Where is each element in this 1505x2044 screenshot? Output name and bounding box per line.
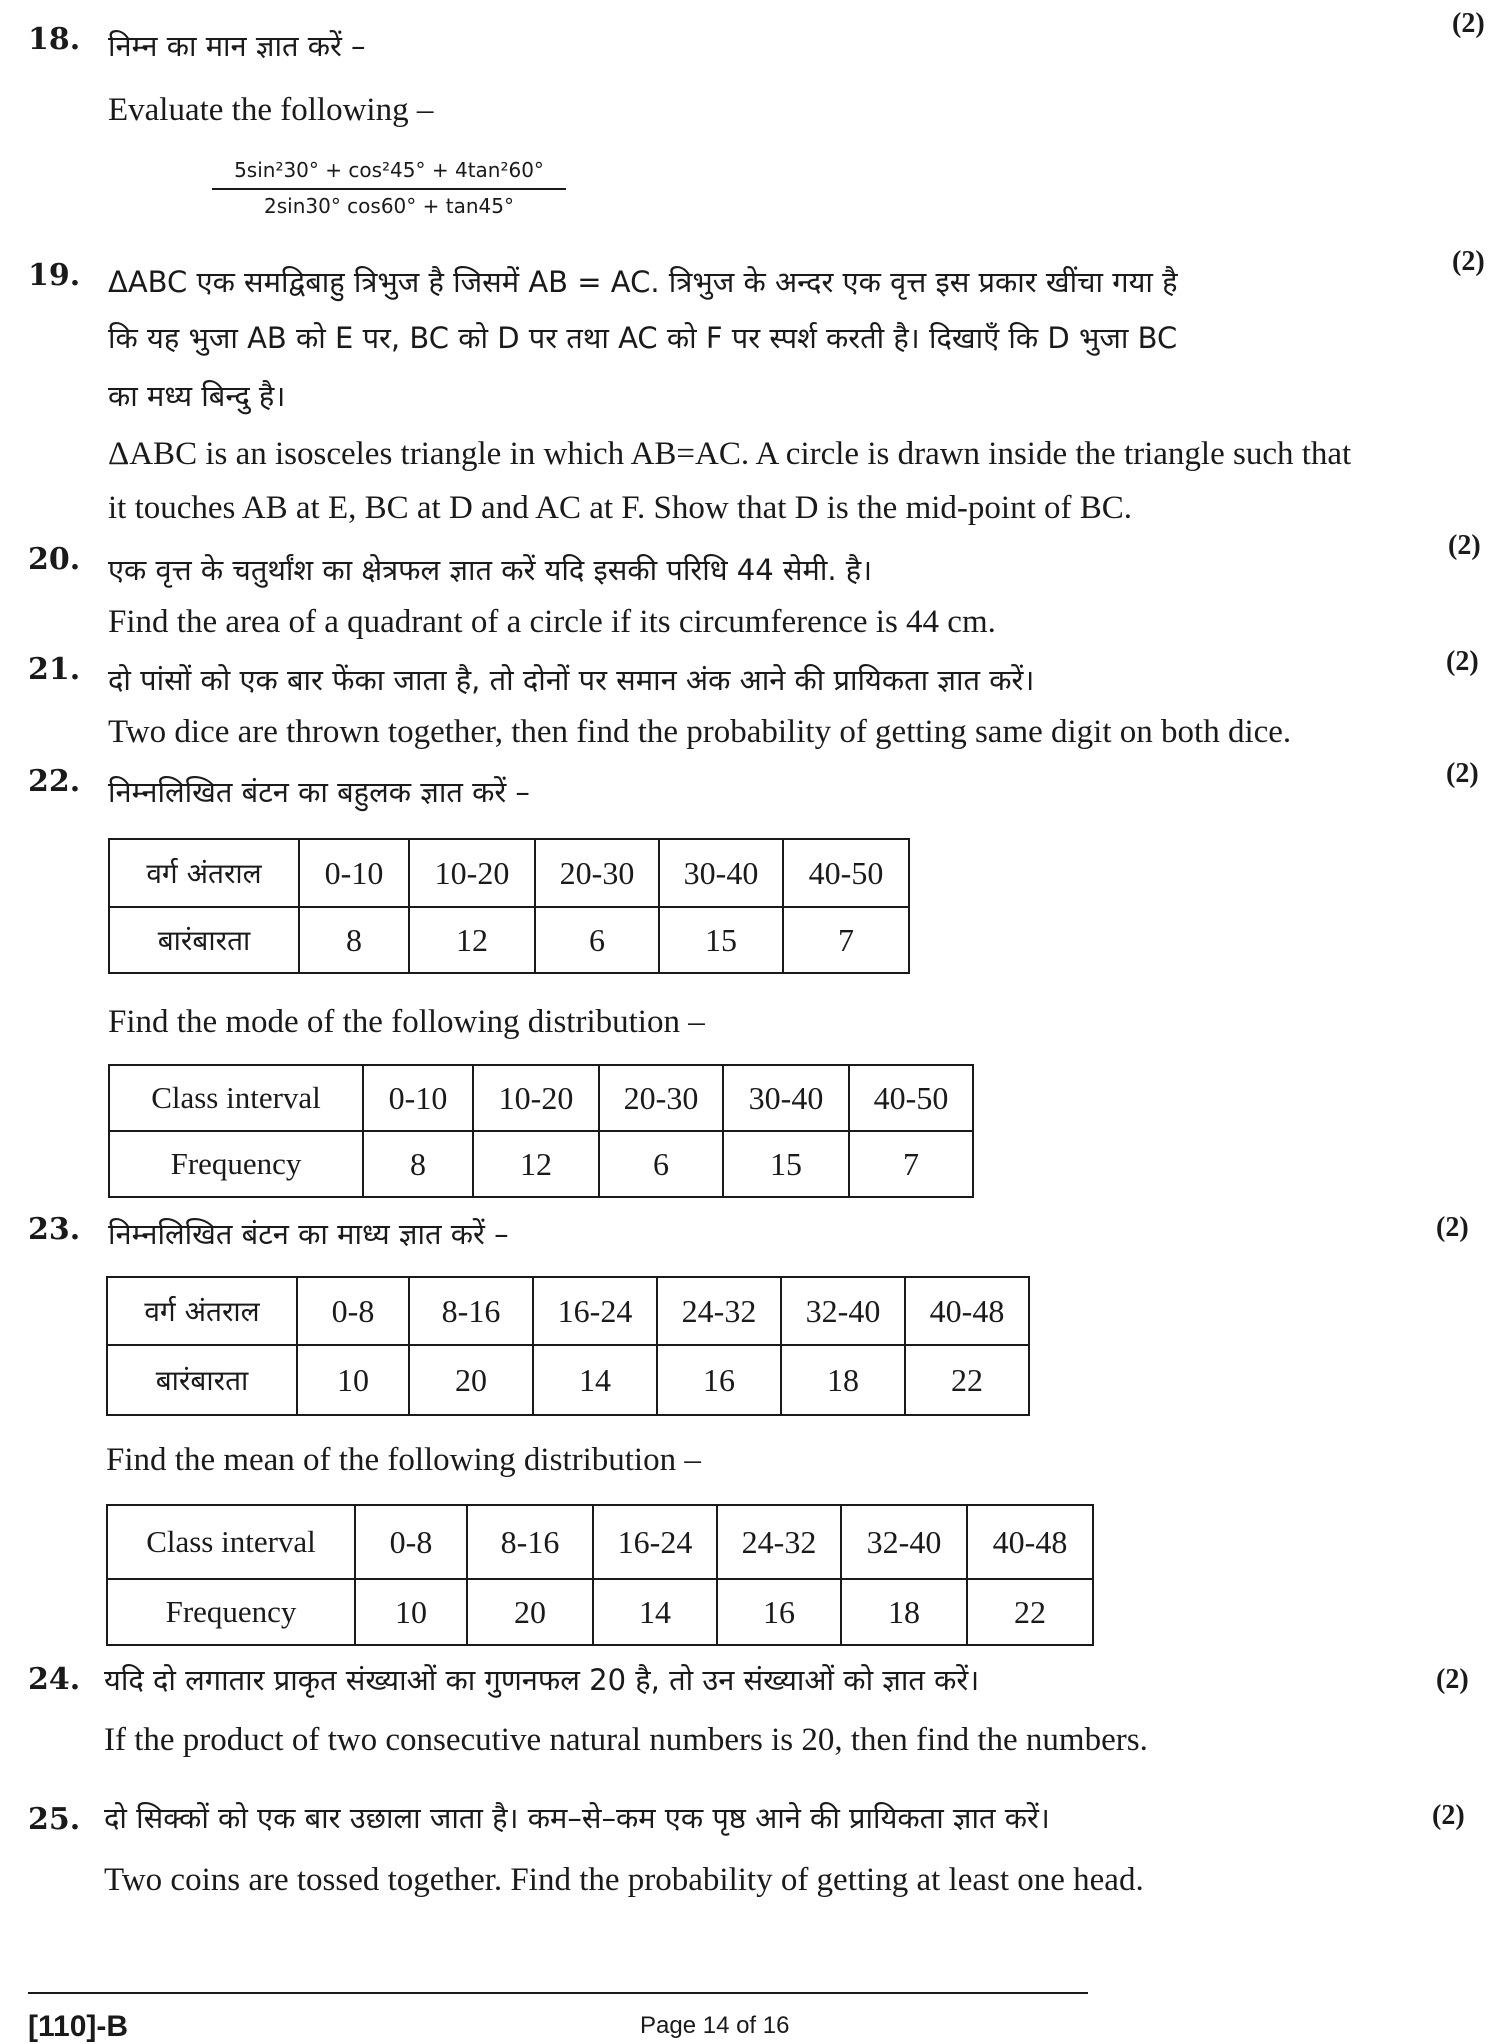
question-number: 24. <box>28 1662 81 1697</box>
table-cell: 6 <box>535 907 659 973</box>
table-row <box>109 907 909 973</box>
table-cell: 12 <box>473 1131 599 1197</box>
table-row-label: बारंबारता <box>107 1345 297 1415</box>
fraction-denominator: 2sin30° cos60° + tan45° <box>264 194 514 218</box>
table-cell: 15 <box>723 1131 849 1197</box>
table-row <box>107 1277 1029 1345</box>
question-text-hindi: यदि दो लगातार प्राकृत संख्याओं का गुणनफल 20 है, तो उन संख्याओं को ज्ञात करें। <box>104 1663 980 1697</box>
question-number: 25. <box>28 1802 81 1837</box>
question-number: 23. <box>28 1212 81 1247</box>
table-cell: 22 <box>905 1345 1029 1415</box>
marks-label: (2) <box>1432 1800 1465 1831</box>
table-row-label: वर्ग अंतराल <box>107 1277 297 1345</box>
page-number: Page 14 of 16 <box>640 2012 790 2039</box>
question-text-english: Evaluate the following – <box>108 92 434 128</box>
distribution-table-english <box>106 1504 1094 1646</box>
distribution-table-english <box>108 1064 974 1198</box>
question-text-english: Two dice are thrown together, then find the probability of getting same digit on both dice. <box>108 714 1292 750</box>
question-number: 20. <box>28 542 81 577</box>
paper-code: [110]-B <box>28 2010 129 2043</box>
question-number: 19. <box>28 258 81 293</box>
table-cell: 40-48 <box>967 1505 1093 1579</box>
question-number: 22. <box>28 764 81 799</box>
table-row-label: Frequency <box>107 1579 355 1645</box>
table-cell: 20 <box>409 1345 533 1415</box>
table-cell: 16-24 <box>593 1505 717 1579</box>
table-cell: 20-30 <box>535 839 659 907</box>
question-text-hindi-line-1: ΔABC एक समद्विबाहु त्रिभुज है जिसमें AB = AC. त्रिभुज के अन्दर एक वृत्त इस प्रकार खींचा गया है <box>108 265 1178 299</box>
table-cell: 0-10 <box>299 839 409 907</box>
table-row-label: बारंबारता <box>109 907 299 973</box>
table-cell: 7 <box>849 1131 973 1197</box>
table-row <box>109 1065 973 1131</box>
question-text-hindi-line-2: कि यह भुजा AB को E पर, BC को D पर तथा AC को F पर स्पर्श करती है। दिखाएँ कि D भुजा BC <box>108 321 1178 355</box>
table-cell: 30-40 <box>723 1065 849 1131</box>
table-cell: 8-16 <box>467 1505 593 1579</box>
table-cell: 24-32 <box>657 1277 781 1345</box>
table-cell: 18 <box>841 1579 967 1645</box>
table-cell: 16 <box>717 1579 841 1645</box>
table-row <box>109 1131 973 1197</box>
table-row <box>107 1505 1093 1579</box>
question-text-english: Find the mode of the following distribution – <box>108 1004 705 1040</box>
table-row-label: वर्ग अंतराल <box>109 839 299 907</box>
question-text-english: Find the mean of the following distribution – <box>106 1442 701 1478</box>
table-cell: 30-40 <box>659 839 783 907</box>
question-text-english-line-1: ΔABC is an isosceles triangle in which AB=AC. A circle is drawn inside the triangle such that <box>108 436 1352 472</box>
question-text-hindi: निम्न का मान ज्ञात करें – <box>108 29 366 63</box>
question-text-hindi: दो पांसों को एक बार फेंका जाता है, तो दोनों पर समान अंक आने की प्रायिकता ज्ञात करें। <box>108 663 1035 697</box>
marks-label: (2) <box>1452 8 1485 39</box>
question-text-hindi: निम्नलिखित बंटन का बहुलक ज्ञात करें – <box>108 775 530 809</box>
table-cell: 8 <box>299 907 409 973</box>
marks-label: (2) <box>1446 758 1479 789</box>
question-text-hindi-line-3: का मध्य बिन्दु है। <box>108 379 286 413</box>
question-text-hindi: एक वृत्त के चतुर्थांश का क्षेत्रफल ज्ञात करें यदि इसकी परिधि 44 सेमी. है। <box>108 553 873 587</box>
table-cell: 32-40 <box>841 1505 967 1579</box>
question-text-english: Find the area of a quadrant of a circle if its circumference is 44 cm. <box>108 604 996 640</box>
table-cell: 8 <box>363 1131 473 1197</box>
table-cell: 0-10 <box>363 1065 473 1131</box>
question-text-english-line-2: it touches AB at E, BC at D and AC at F. Show that D is the mid-point of BC. <box>108 490 1132 526</box>
table-row <box>107 1345 1029 1415</box>
table-cell: 40-50 <box>783 839 909 907</box>
table-cell: 10 <box>297 1345 409 1415</box>
distribution-table-hindi <box>106 1276 1030 1416</box>
table-cell: 6 <box>599 1131 723 1197</box>
distribution-table-hindi <box>108 838 910 974</box>
table-cell: 40-50 <box>849 1065 973 1131</box>
table-cell: 24-32 <box>717 1505 841 1579</box>
question-text-hindi: निम्नलिखित बंटन का माध्य ज्ञात करें – <box>108 1217 509 1251</box>
table-cell: 14 <box>593 1579 717 1645</box>
fraction-expression <box>212 158 566 218</box>
question-number: 18. <box>28 22 81 57</box>
question-text-english: If the product of two consecutive natural numbers is 20, then find the numbers. <box>104 1722 1148 1758</box>
table-cell: 0-8 <box>297 1277 409 1345</box>
marks-label: (2) <box>1436 1212 1469 1243</box>
table-cell: 15 <box>659 907 783 973</box>
table-cell: 7 <box>783 907 909 973</box>
table-row <box>107 1579 1093 1645</box>
table-cell: 18 <box>781 1345 905 1415</box>
table-row-label: Frequency <box>109 1131 363 1197</box>
table-cell: 10-20 <box>409 839 535 907</box>
table-cell: 16 <box>657 1345 781 1415</box>
table-cell: 12 <box>409 907 535 973</box>
table-cell: 0-8 <box>355 1505 467 1579</box>
table-cell: 14 <box>533 1345 657 1415</box>
marks-label: (2) <box>1452 246 1485 277</box>
marks-label: (2) <box>1448 530 1481 561</box>
table-cell: 16-24 <box>533 1277 657 1345</box>
table-cell: 8-16 <box>409 1277 533 1345</box>
footer-divider <box>28 1992 1088 1994</box>
table-row-label: Class interval <box>107 1505 355 1579</box>
table-cell: 20 <box>467 1579 593 1645</box>
fraction-numerator: 5sin²30° + cos²45° + 4tan²60° <box>212 158 566 190</box>
table-cell: 40-48 <box>905 1277 1029 1345</box>
table-cell: 20-30 <box>599 1065 723 1131</box>
table-row-label: Class interval <box>109 1065 363 1131</box>
question-text-hindi: दो सिक्कों को एक बार उछाला जाता है। कम–से–कम एक पृष्ठ आने की प्रायिकता ज्ञात करें। <box>104 1801 1050 1835</box>
table-cell: 32-40 <box>781 1277 905 1345</box>
marks-label: (2) <box>1446 646 1479 677</box>
table-cell: 10-20 <box>473 1065 599 1131</box>
question-number: 21. <box>28 652 81 687</box>
marks-label: (2) <box>1436 1664 1469 1695</box>
question-text-english: Two coins are tossed together. Find the probability of getting at least one head. <box>104 1862 1144 1898</box>
table-cell: 22 <box>967 1579 1093 1645</box>
table-row <box>109 839 909 907</box>
table-cell: 10 <box>355 1579 467 1645</box>
